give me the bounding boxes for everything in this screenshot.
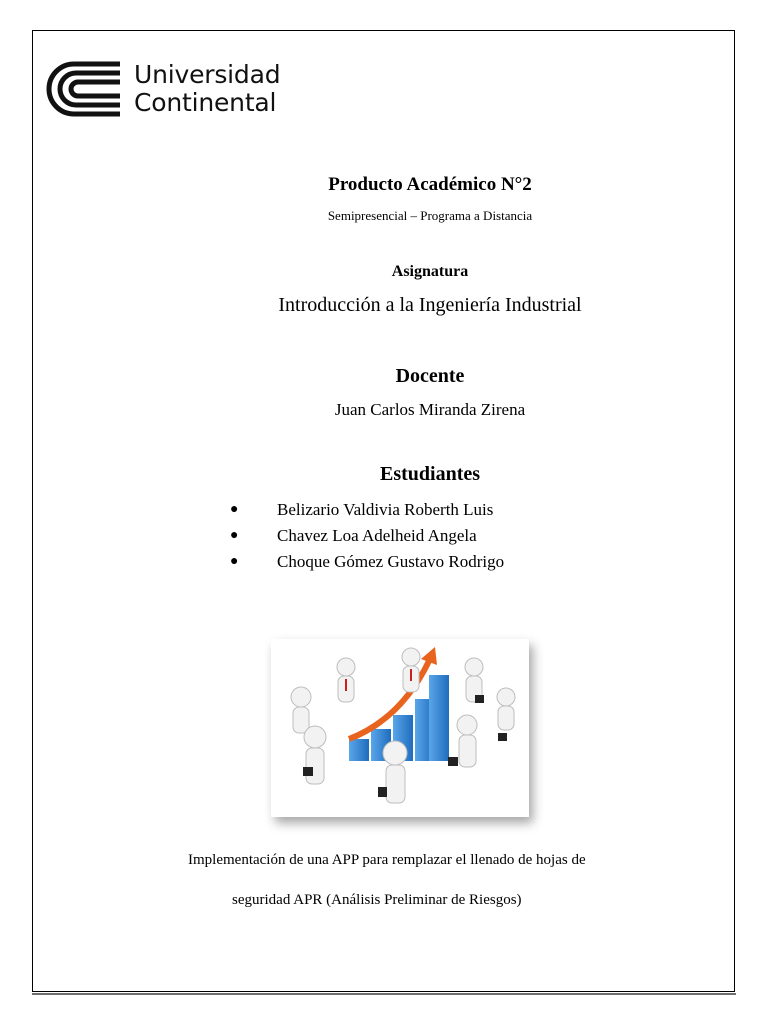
- document-subtitle: Semipresencial – Programa a Distancia: [327, 208, 533, 223]
- university-name-line2: Continental: [134, 88, 277, 117]
- subject-heading: Asignatura: [391, 263, 469, 280]
- university-name: [134, 61, 280, 117]
- list-item: [228, 497, 504, 523]
- students-heading: Estudiantes: [379, 463, 481, 485]
- subject-name: Introducción a la Ingeniería Industrial: [278, 294, 582, 316]
- bullet-icon: ●: [230, 502, 239, 517]
- list-item: [228, 549, 504, 575]
- bullet-icon: ●: [230, 528, 239, 543]
- footer-rule: [32, 993, 736, 995]
- team-chart-image: [271, 639, 529, 817]
- student-name: Chavez Loa Adelheid Angela: [277, 526, 477, 545]
- bullet-icon: ●: [230, 554, 239, 569]
- university-name-line1: Universidad: [134, 60, 281, 89]
- student-name: Choque Gómez Gustavo Rodrigo: [277, 552, 505, 571]
- list-item: [228, 523, 504, 549]
- student-list: [228, 497, 504, 575]
- business-growth-illustration: [271, 639, 529, 817]
- teacher-heading: Docente: [395, 365, 465, 387]
- project-description-line2: seguridad APR (Análisis Preliminar de Riesgos): [232, 892, 522, 908]
- document-title: Producto Académico N°2: [328, 174, 532, 195]
- student-name: Belizario Valdivia Roberth Luis: [277, 500, 494, 519]
- teacher-name: Juan Carlos Miranda Zirena: [334, 400, 526, 419]
- university-logo: [46, 60, 280, 118]
- university-logo-icon: [46, 60, 124, 118]
- project-description-line1: Implementación de una APP para remplazar el llenado de hojas de: [188, 852, 586, 868]
